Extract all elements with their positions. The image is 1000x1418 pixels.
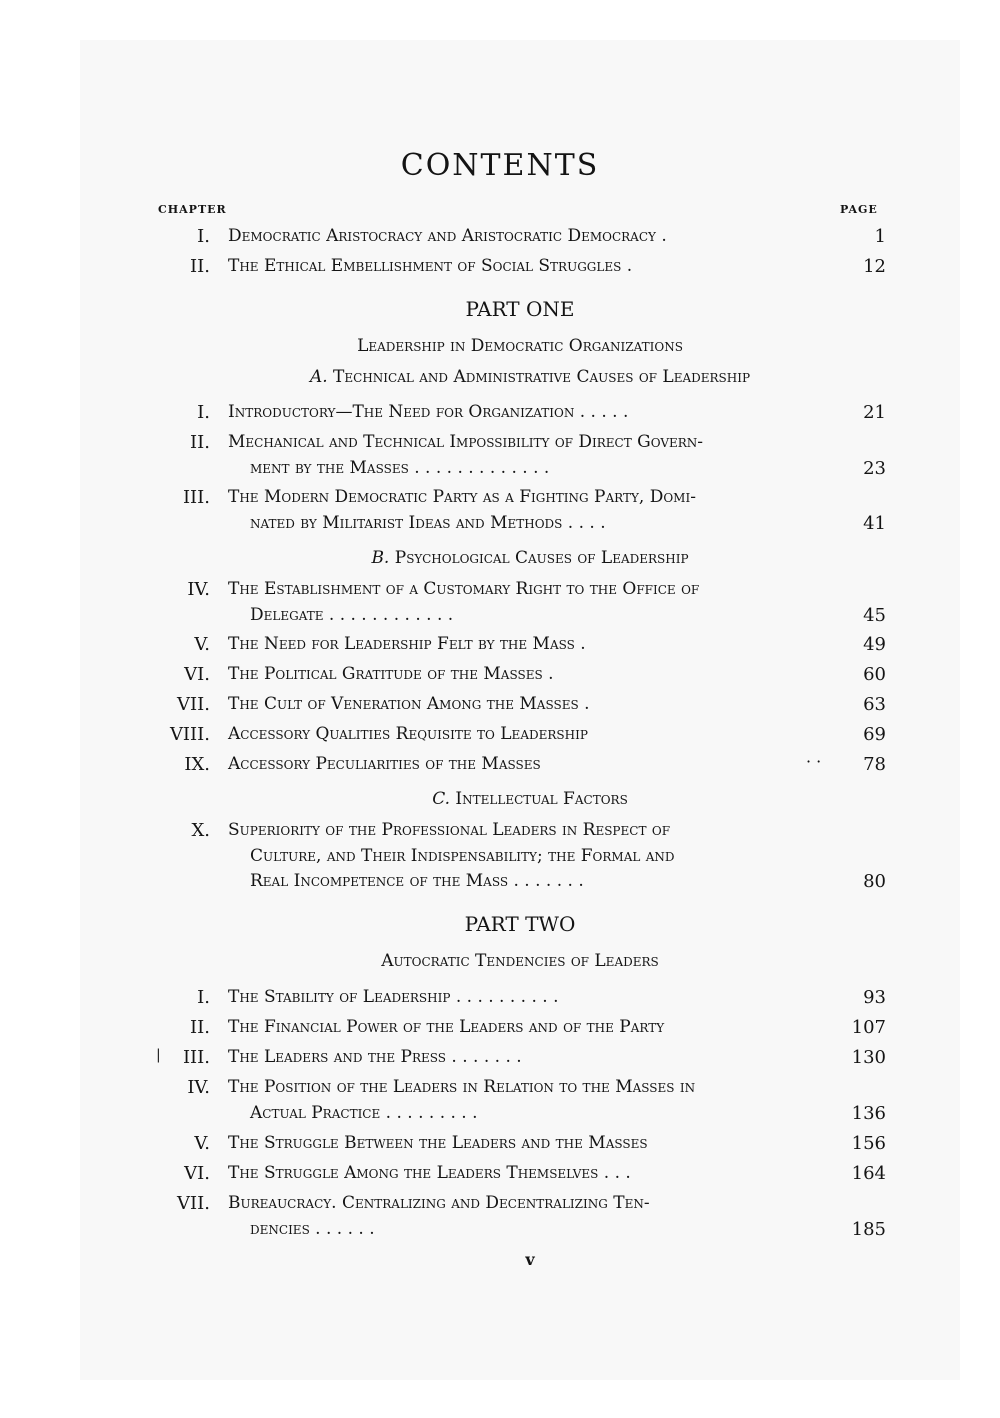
section-title: Psychological Causes of Leadership [394,548,689,568]
part-subheading: Leadership in Democratic Organizations [357,336,683,356]
entry-title: The Need for Leadership Felt by the Mass . [228,634,586,654]
page-number: 21 [863,402,886,423]
entry-title: Superiority of the Professional Leaders in Respect of [228,820,671,840]
entry-title: The Establishment of a Customary Right to the Office of [228,579,700,599]
page-title: CONTENTS [400,148,600,183]
part-heading: PART ONE [465,297,575,321]
entry-title-continuation: Actual Practice . . . . . . . . . [250,1103,478,1123]
entry-title: Mechanical and Technical Impossibility of Direct Govern- [228,432,704,452]
chapter-number: III. [182,1047,210,1068]
page-number: 156 [851,1133,886,1154]
page-number: 45 [863,605,886,626]
entry-title: Accessory Qualities Requisite to Leadership [228,724,588,744]
chapter-number: VI. [184,1163,210,1184]
chapter-number: IV. [187,579,210,600]
page-number: 136 [851,1103,886,1124]
section-heading [0,367,1000,387]
section-heading [0,789,1000,809]
section-title: Technical and Administrative Causes of Leadership [333,367,751,387]
chapter-number: X. [191,820,210,841]
section-title: Intellectual Factors [455,789,628,809]
page-number: 78 [863,754,886,775]
entry-title-continuation: nated by Militarist Ideas and Methods . . . . [250,513,606,533]
page-folio: v [525,1250,535,1269]
entry-title: Introductory—The Need for Organization . . . . . [228,402,629,422]
chapter-number: I. [197,987,210,1008]
page-number: 107 [851,1017,886,1038]
page-number: 49 [863,634,886,655]
section-letter: C. [432,789,450,809]
page-number: 41 [863,513,886,534]
entry-title-continuation: dencies . . . . . . [250,1219,375,1239]
chapter-number: VII. [177,1193,210,1214]
chapter-number: III. [182,487,210,508]
chapter-number: VI. [184,664,210,685]
entry-title: The Financial Power of the Leaders and of the Party [228,1017,665,1037]
stray-ink-mark: · · [806,752,822,771]
entry-title: The Struggle Among the Leaders Themselves . . . [228,1163,631,1183]
chapter-number: II. [190,432,210,453]
chapter-column-label: CHAPTER [158,203,227,216]
part-subheading: Autocratic Tendencies of Leaders [381,951,659,971]
entry-title: The Cult of Veneration Among the Masses . [228,694,590,714]
chapter-number: VIII. [169,724,210,745]
chapter-number: V. [194,634,210,655]
chapter-number: I. [197,402,210,423]
entry-title: The Ethical Embellishment of Social Struggles . [228,256,633,276]
page-number: 23 [863,458,886,479]
page-number: 1 [874,226,886,247]
section-letter: B. [371,548,390,568]
entry-title: Democratic Aristocracy and Aristocratic Democracy . [228,226,667,246]
section-heading [0,548,1000,568]
chapter-number: IV. [187,1077,210,1098]
chapter-number: II. [190,256,210,277]
chapter-number: IX. [184,754,210,775]
margin-mark: | [156,1047,161,1063]
entry-title: Bureaucracy. Centralizing and Decentralizing Ten- [228,1193,650,1213]
entry-title: The Struggle Between the Leaders and the Masses [228,1133,648,1153]
chapter-number: V. [194,1133,210,1154]
entry-title: The Leaders and the Press . . . . . . . [228,1047,522,1067]
page-number: 69 [863,724,886,745]
part-heading: PART TWO [464,912,576,936]
entry-title-continuation: ment by the Masses . . . . . . . . . . . . . [250,458,550,478]
chapter-number: I. [197,226,210,247]
entry-title-continuation: Culture, and Their Indispensability; the Formal and [250,846,675,866]
entry-title-continuation: Delegate . . . . . . . . . . . . [250,605,454,625]
entry-title: The Stability of Leadership . . . . . . . . . . [228,987,559,1007]
page-number: 60 [863,664,886,685]
page-column-label: PAGE [840,203,878,216]
page-number: 12 [863,256,886,277]
section-letter: A. [309,367,328,387]
chapter-number: VII. [177,694,210,715]
page-number: 185 [851,1219,886,1240]
chapter-number: II. [190,1017,210,1038]
entry-title-continuation: Real Incompetence of the Mass . . . . . . . [250,871,584,891]
entry-title: Accessory Peculiarities of the Masses [228,754,541,774]
entry-title: The Political Gratitude of the Masses . [228,664,554,684]
page-number: 63 [863,694,886,715]
page-number: 130 [851,1047,886,1068]
entry-title: The Position of the Leaders in Relation to the Masses in [228,1077,696,1097]
entry-title: The Modern Democratic Party as a Fighting Party, Domi- [228,487,696,507]
page-number: 164 [851,1163,886,1184]
page-number: 80 [863,871,886,892]
page-number: 93 [863,987,886,1008]
